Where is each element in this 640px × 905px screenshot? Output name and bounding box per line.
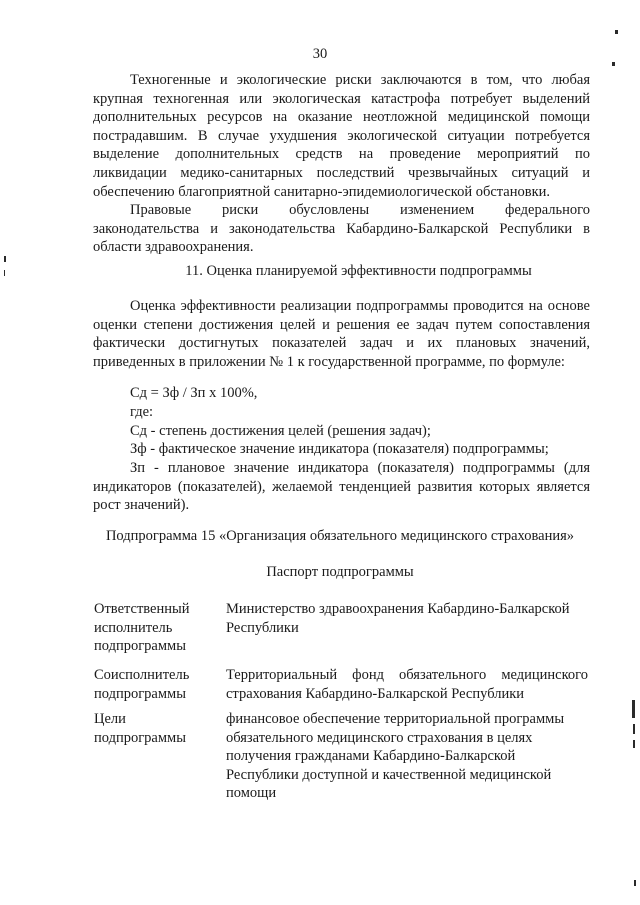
passport-value-coexecutor: Территориальный фонд обязательного медицинского страхования Кабардино-Балкарской Республики <box>226 667 588 702</box>
passport-title: Паспорт подпрограммы <box>266 564 414 580</box>
legal-risks-paragraph: Правовые риски обусловлены изменением федерального законодательства и законодательства Кабардино-Балкарской Республики в области здравоохранения. <box>93 202 590 256</box>
scan-mark <box>4 256 6 262</box>
scan-mark <box>634 880 636 886</box>
evaluation-paragraph: Оценка эффективности реализации подпрограммы проводится на основе оценки степени достижения целей и решения ее задач путем сопоставления фактически достигнутых показателей задач и их плановых значений, приведенных в приложении № 1 к государственной программе, по формуле: <box>93 298 590 370</box>
subprogram-title: Подпрограмма 15 «Организация обязательного медицинского страхования» <box>105 528 575 544</box>
definition-zf: Зф - фактическое значение индикатора (показателя) подпрограммы; <box>130 441 549 457</box>
definition-zp-block <box>93 459 590 515</box>
passport-label-goals: Цели подпрограммы <box>94 711 186 746</box>
formula: Сд = Зф / Зп х 100%, <box>130 385 258 401</box>
scan-mark <box>612 62 615 66</box>
scan-mark <box>615 30 618 34</box>
scan-mark <box>4 270 5 276</box>
passport-value-executor: Министерство здравоохранения Кабардино-Балкарской Республики <box>226 601 570 636</box>
risks-section <box>93 71 590 257</box>
definition-zp: Зп - плановое значение индикатора (показателя) подпрограммы (для индикаторов (показателей), желаемой тенденцией развития которых является рост значений). <box>93 460 590 514</box>
scan-mark <box>632 700 635 718</box>
scan-mark <box>633 740 635 748</box>
section-heading: 11. Оценка планируемой эффективности подпрограммы <box>185 263 532 279</box>
passport-label-coexecutor: Соисполнитель подпрограммы <box>94 667 190 702</box>
page-number: 30 <box>312 46 328 62</box>
technogenic-risks-paragraph: Техногенные и экологические риски заключаются в том, что любая крупная техногенная или экологическая катастрофа потребует выделений дополнительных ресурсов на оказание неотложной медицинской помощи пострадавшим. В случае ухудшения экологической ситуации потребуется выделение дополнительных средств на проведение мероприятий по ликвидации медико-санитарных последствий чрезвычайных ситуаций и обеспечению благоприятной санитарно-эпидемиологической обстановки. <box>93 72 590 200</box>
passport-label-executor: Ответственный исполнитель подпрограммы <box>94 601 190 655</box>
scan-mark <box>633 724 635 734</box>
definition-sd: Сд - степень достижения целей (решения задач); <box>130 423 431 439</box>
passport-value-goals: финансовое обеспечение территориальной программы обязательного медицинского страхования в целях получения гражданами Кабардино-Балкарской Республики доступной и качественной медицинской помощи <box>226 711 565 802</box>
evaluation-section <box>93 297 590 371</box>
formula-where: где: <box>130 404 154 420</box>
